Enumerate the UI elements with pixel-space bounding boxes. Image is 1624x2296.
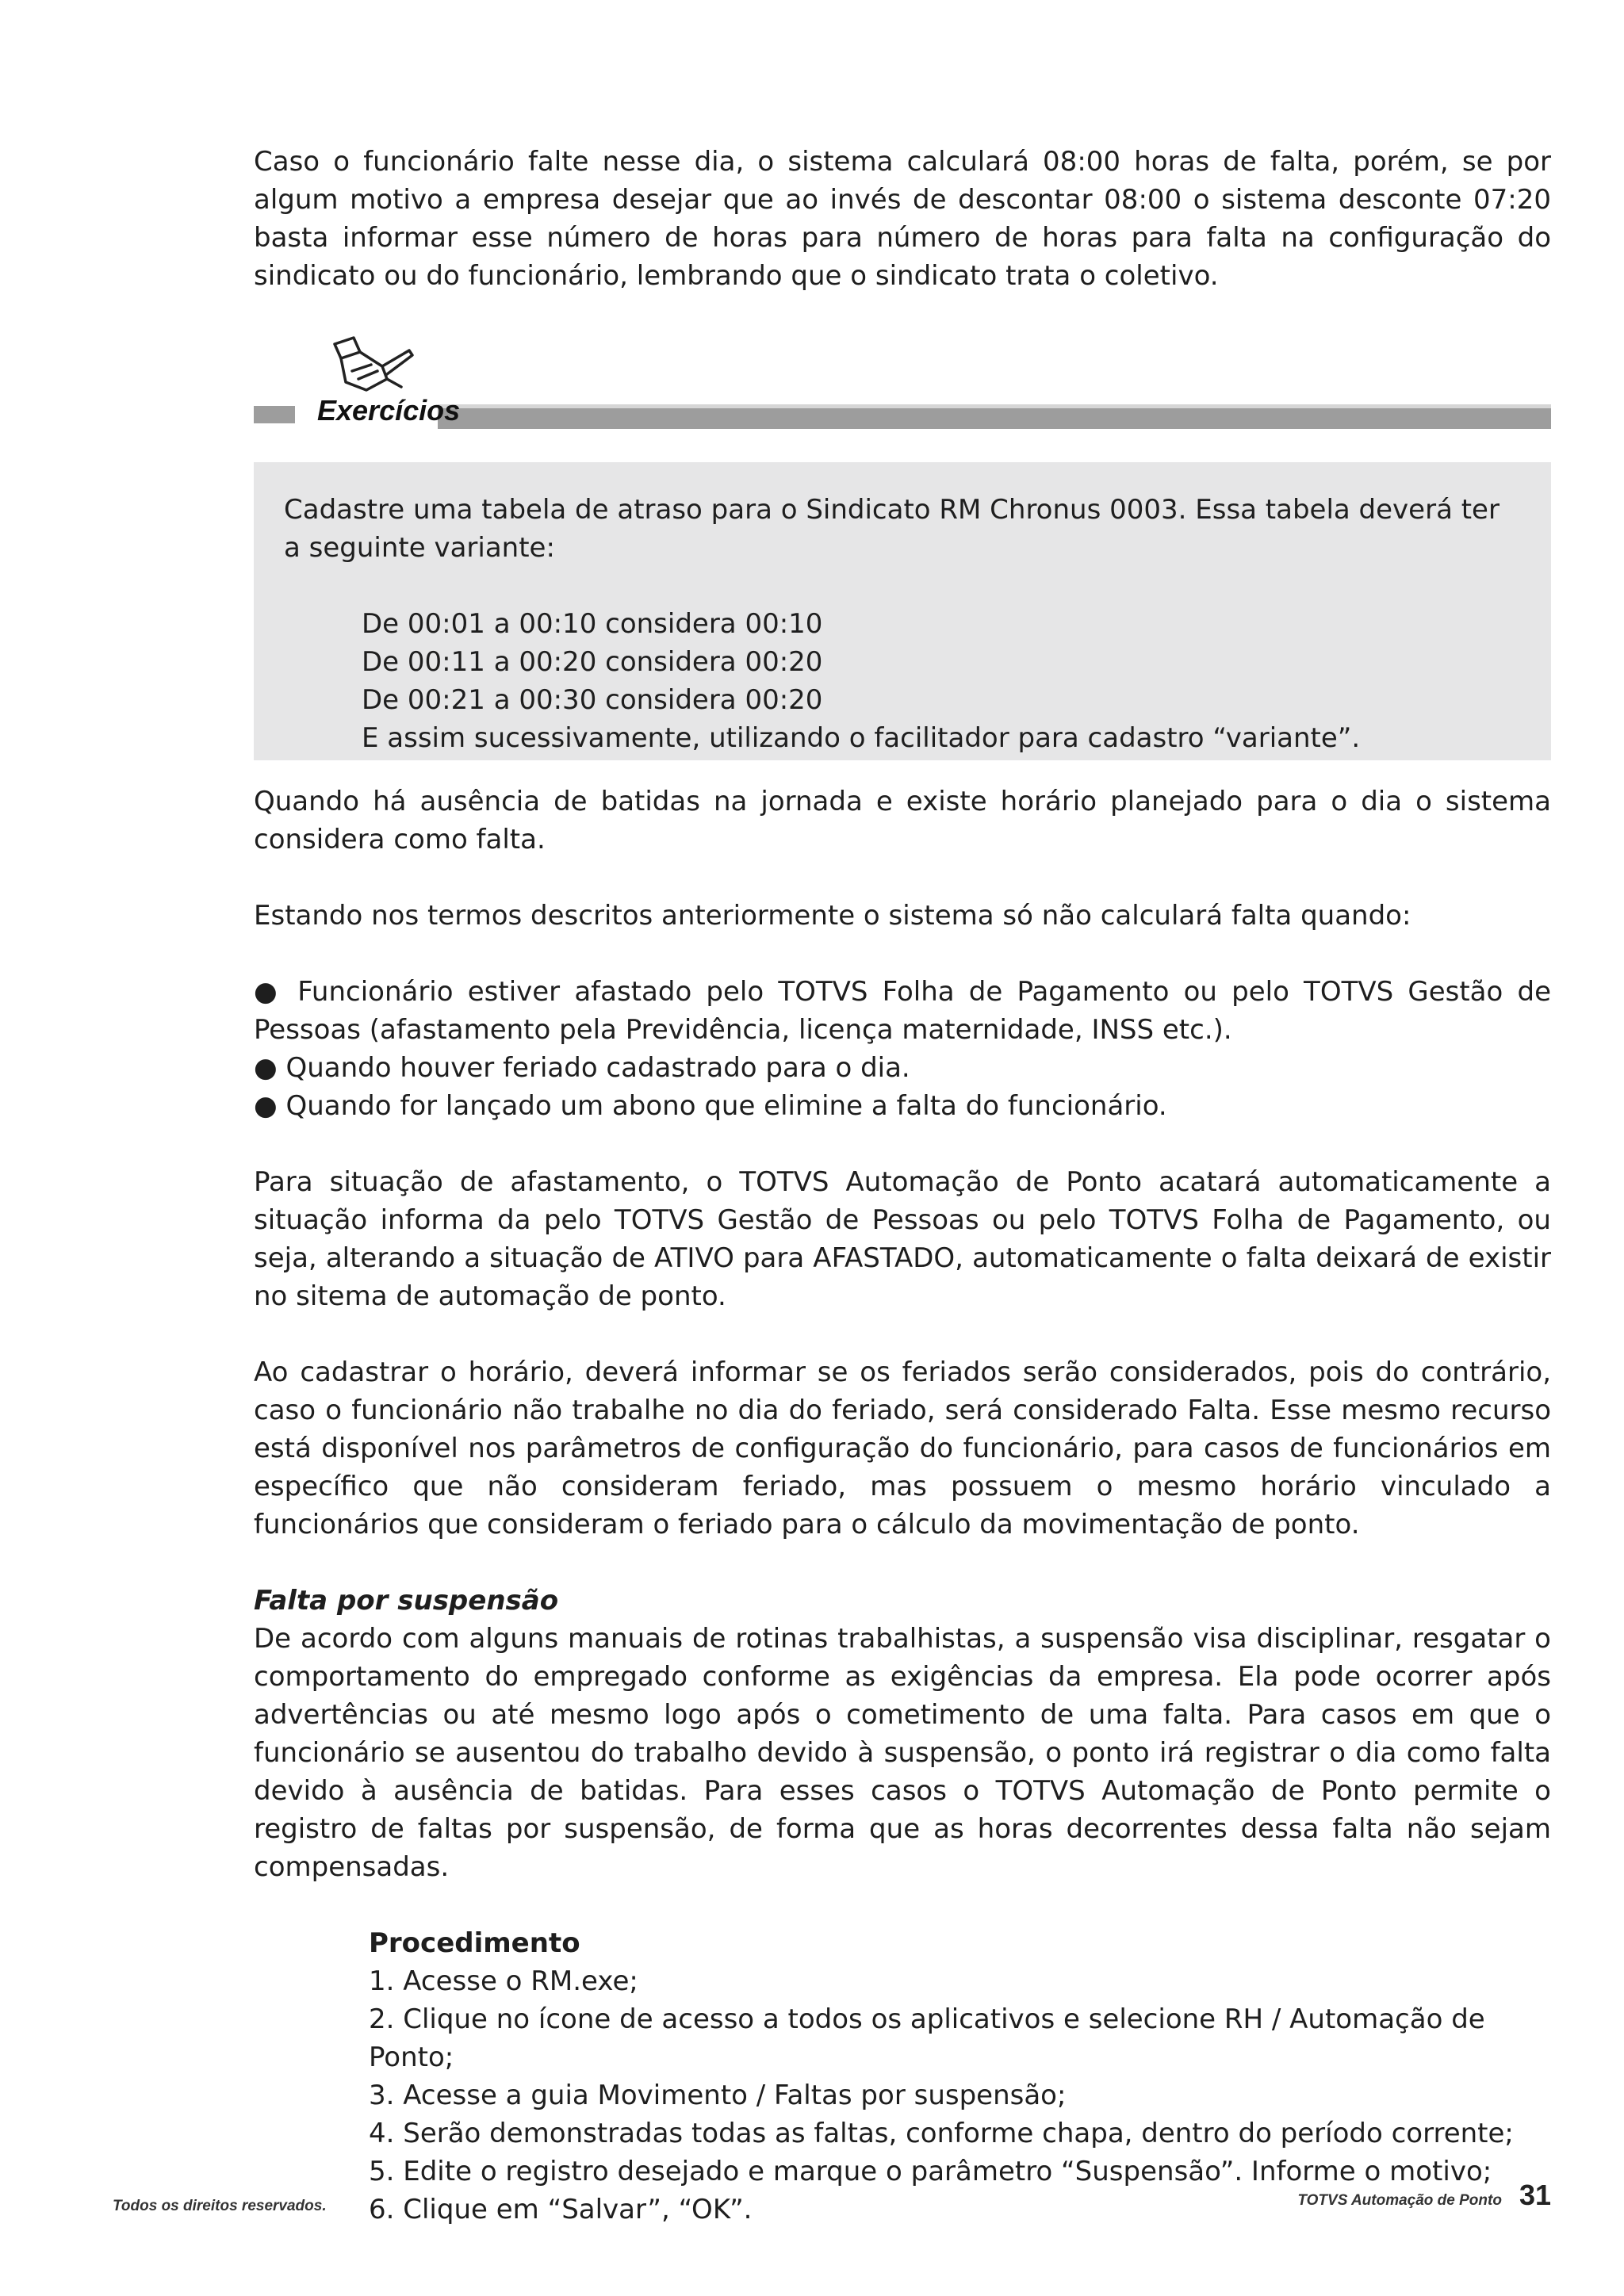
exercises-header xyxy=(254,335,1551,442)
page-number: 31 xyxy=(1519,2179,1551,2211)
exercise-line: De 00:21 a 00:30 considera 00:20 xyxy=(362,684,823,716)
writing-hand-icon xyxy=(330,335,416,395)
procedure-step: 6. Clique em “Salvar”, “OK”. xyxy=(369,2194,753,2225)
exercises-bar-left xyxy=(254,406,295,423)
footer-rights: Todos os direitos reservados. xyxy=(113,2198,327,2214)
leave-paragraph: Para situação de afastamento, o TOTVS Automação de Ponto acatará automaticamente a situação informa da pelo TOTVS Gestão de Pessoas ou pelo TOTVS Folha de Pagamento, ou seja, alterando a situação de ATIVO para AFASTADO, automaticamente o falta deixará de existir no sitema de automação de ponto. xyxy=(254,1166,1551,1312)
exercise-line: E assim sucessivamente, utilizando o facilitador para cadastro “variante”. xyxy=(362,722,1361,754)
exercise-line: De 00:01 a 00:10 considera 00:10 xyxy=(362,608,823,640)
procedure-step: 2. Clique no ícone de acesso a todos os aplicativos e selecione RH / Automação de Ponto; xyxy=(369,2003,1485,2073)
intro-paragraph: Caso o funcionário falte nesse dia, o sistema calculará 08:00 horas de falta, porém, se por algum motivo a empresa desejar que ao invés de descontar 08:00 o sistema desconte 07:20 basta informar esse número de horas para número de horas para falta na configuração do sindicato ou do funcionário, lembrando que o sindicato trata o coletivo. xyxy=(254,146,1551,292)
exercises-bar-right xyxy=(438,404,1551,429)
holiday-paragraph: Ao cadastrar o horário, deverá informar se os feriados serão considerados, pois do contrário, caso o funcionário não trabalhe no dia do feriado, será considerado Falta. Esse mesmo recurso está disponível nos parâmetros de configuração do funcionário, para casos de funcionários em específico que não consideram feriado, mas possuem o mesmo horário vinculado a funcionários que consideram o feriado para o cálculo da movimentação de ponto. xyxy=(254,1357,1551,1540)
page-content xyxy=(254,143,1551,2229)
procedure-step: 5. Edite o registro desejado e marque o parâmetro “Suspensão”. Informe o motivo; xyxy=(369,2156,1492,2187)
footer-brand: TOTVS Automação de Ponto xyxy=(1297,2192,1502,2209)
exercise-line: De 00:11 a 00:20 considera 00:20 xyxy=(362,646,823,678)
exercises-box xyxy=(254,462,1551,760)
footer-right xyxy=(1297,2179,1551,2212)
terms-paragraph: Estando nos termos descritos anteriormente o sistema só não calculará falta quando: xyxy=(254,900,1411,932)
exercises-title: Exercícios xyxy=(317,394,461,427)
list-item: ● Funcionário estiver afastado pelo TOTVS Folha de Pagamento ou pelo TOTVS Gestão de Pessoas (afastamento pela Previdência, licença maternidade, INSS etc.). xyxy=(254,976,1551,1046)
list-item: ● Quando houver feriado cadastrado para o dia. xyxy=(254,1052,910,1084)
conditions-list xyxy=(254,973,1551,1125)
procedure-step: 4. Serão demonstradas todas as faltas, conforme chapa, dentro do período corrente; xyxy=(369,2118,1514,2149)
absence-paragraph: Quando há ausência de batidas na jornada e existe horário planejado para o dia o sistema considera como falta. xyxy=(254,786,1551,855)
exercises-intro: Cadastre uma tabela de atraso para o Sindicato RM Chronus 0003. Essa tabela deverá ter a seguinte variante: xyxy=(284,494,1500,564)
procedure-step: 3. Acesse a guia Movimento / Faltas por suspensão; xyxy=(369,2080,1067,2111)
exercises-lines xyxy=(284,605,1519,757)
suspension-paragraph: De acordo com alguns manuais de rotinas trabalhistas, a suspensão visa disciplinar, resgatar o comportamento do empregado conforme as exigências da empresa. Ela pode ocorrer após advertências ou até mesmo logo após o cometimento de uma falta. Para casos em que o funcionário se ausentou do trabalho devido à suspensão, o ponto irá registrar o dia como falta devido à ausência de batidas. Para esses casos o TOTVS Automação de Ponto permite o registro de faltas por suspensão, de forma que as horas decorrentes dessa falta não sejam compensadas. xyxy=(254,1623,1551,1883)
list-item: ● Quando for lançado um abono que elimine a falta do funcionário. xyxy=(254,1090,1167,1122)
procedure-title: Procedimento xyxy=(369,1927,580,1959)
suspension-heading: Falta por suspensão xyxy=(254,1585,559,1617)
procedure-step: 1. Acesse o RM.exe; xyxy=(369,1965,638,1997)
